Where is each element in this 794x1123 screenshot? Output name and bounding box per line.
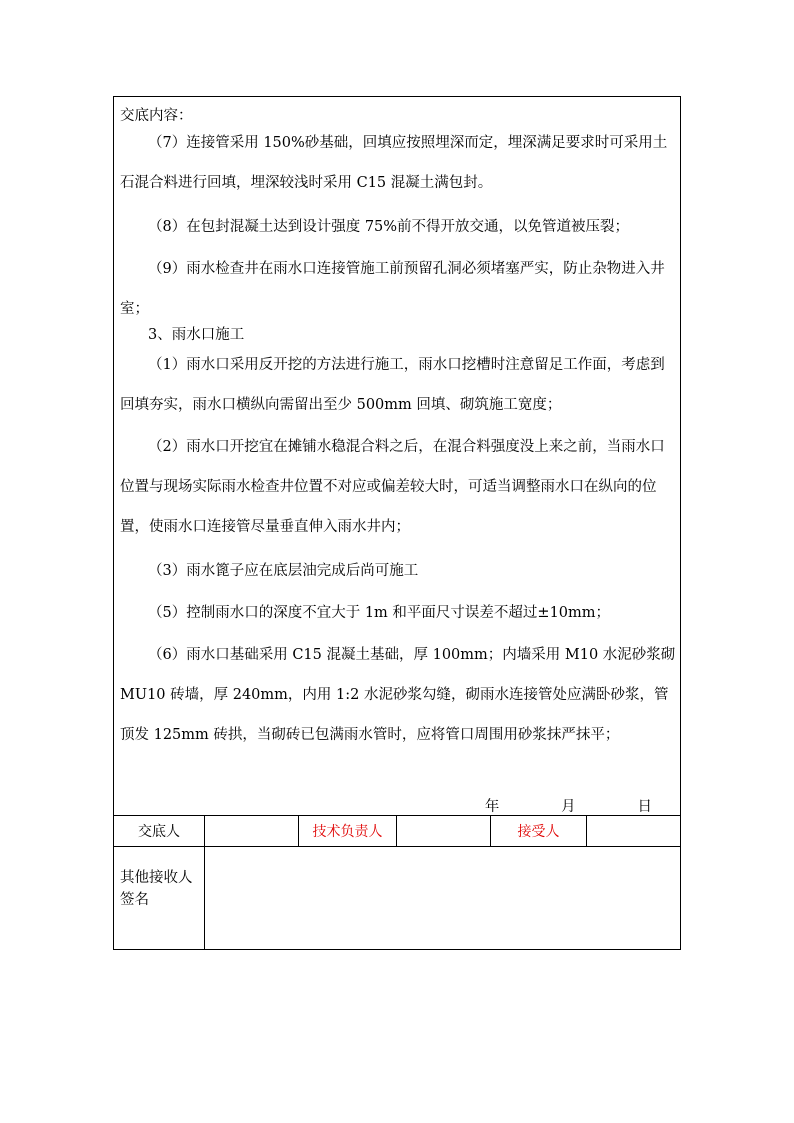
receiver-signature-field[interactable]: [587, 816, 680, 846]
section-title: 3、雨水口施工: [148, 327, 245, 343]
disclosure-form: [113, 96, 681, 950]
paragraph-s2: （2）雨水口开挖宜在摊铺水稳混合料之后，在混合料强度没上来之前，当雨水口位置与现场实际雨水检查井位置不对应或偏差较大时，可适当调整雨水口在纵向的位置，使雨水口连接管尽量垂直伸入雨水井内；: [120, 439, 665, 535]
paragraph-s1: （1）雨水口采用反开挖的方法进行施工，雨水口挖槽时注意留足工作面，考虑到回填夯实，雨水口横纵向需留出至少 500mm 回填、砌筑施工宽度；: [120, 357, 665, 413]
technical-lead-label: 技术负责人: [312, 824, 383, 840]
date-line: 年 月 日: [484, 799, 652, 815]
discloser-signature-field[interactable]: [205, 816, 298, 846]
paragraph-s6: （6）雨水口基础采用 C15 混凝土基础，厚 100mm；内墙采用 M10 水泥砂浆砌 MU10 砖墙，厚 240mm，内用 1:2 水泥砂浆勾缝，砌雨水连接管处应满卧砂浆，管顶发 125mm 砖拱，当砌砖已包满雨水管时，应将管口周围用砂浆抹严抹平；: [120, 647, 676, 743]
paragraph-9: （9）雨水检查井在雨水口连接管施工前预留孔洞必须堵塞严实，防止杂物进入井室；: [120, 261, 665, 317]
technical-lead-signature-field[interactable]: [397, 816, 490, 846]
discloser-label: 交底人: [138, 824, 180, 840]
other-receivers-label: 其他接收人签名: [120, 870, 193, 908]
paragraph-s5: （5）控制雨水口的深度不宜大于 1m 和平面尺寸误差不超过±10mm；: [148, 605, 611, 621]
paragraph-7: （7）连接管采用 150%砂基础，回填应按照埋深而定，埋深满足要求时可采用土石混合料进行回填，埋深较浅时采用 C15 混凝土满包封。: [120, 135, 668, 191]
disclosure-content: [114, 97, 680, 815]
content-heading: 交底内容：: [120, 108, 193, 124]
paragraph-8: （8）在包封混凝土达到设计强度 75%前不得开放交通，以免管道被压裂；: [148, 219, 630, 235]
receiver-label: 接受人: [517, 824, 560, 840]
paragraph-s3: （3）雨水篦子应在底层油完成后尚可施工: [148, 563, 419, 579]
other-receivers-signature-field[interactable]: [205, 847, 680, 949]
